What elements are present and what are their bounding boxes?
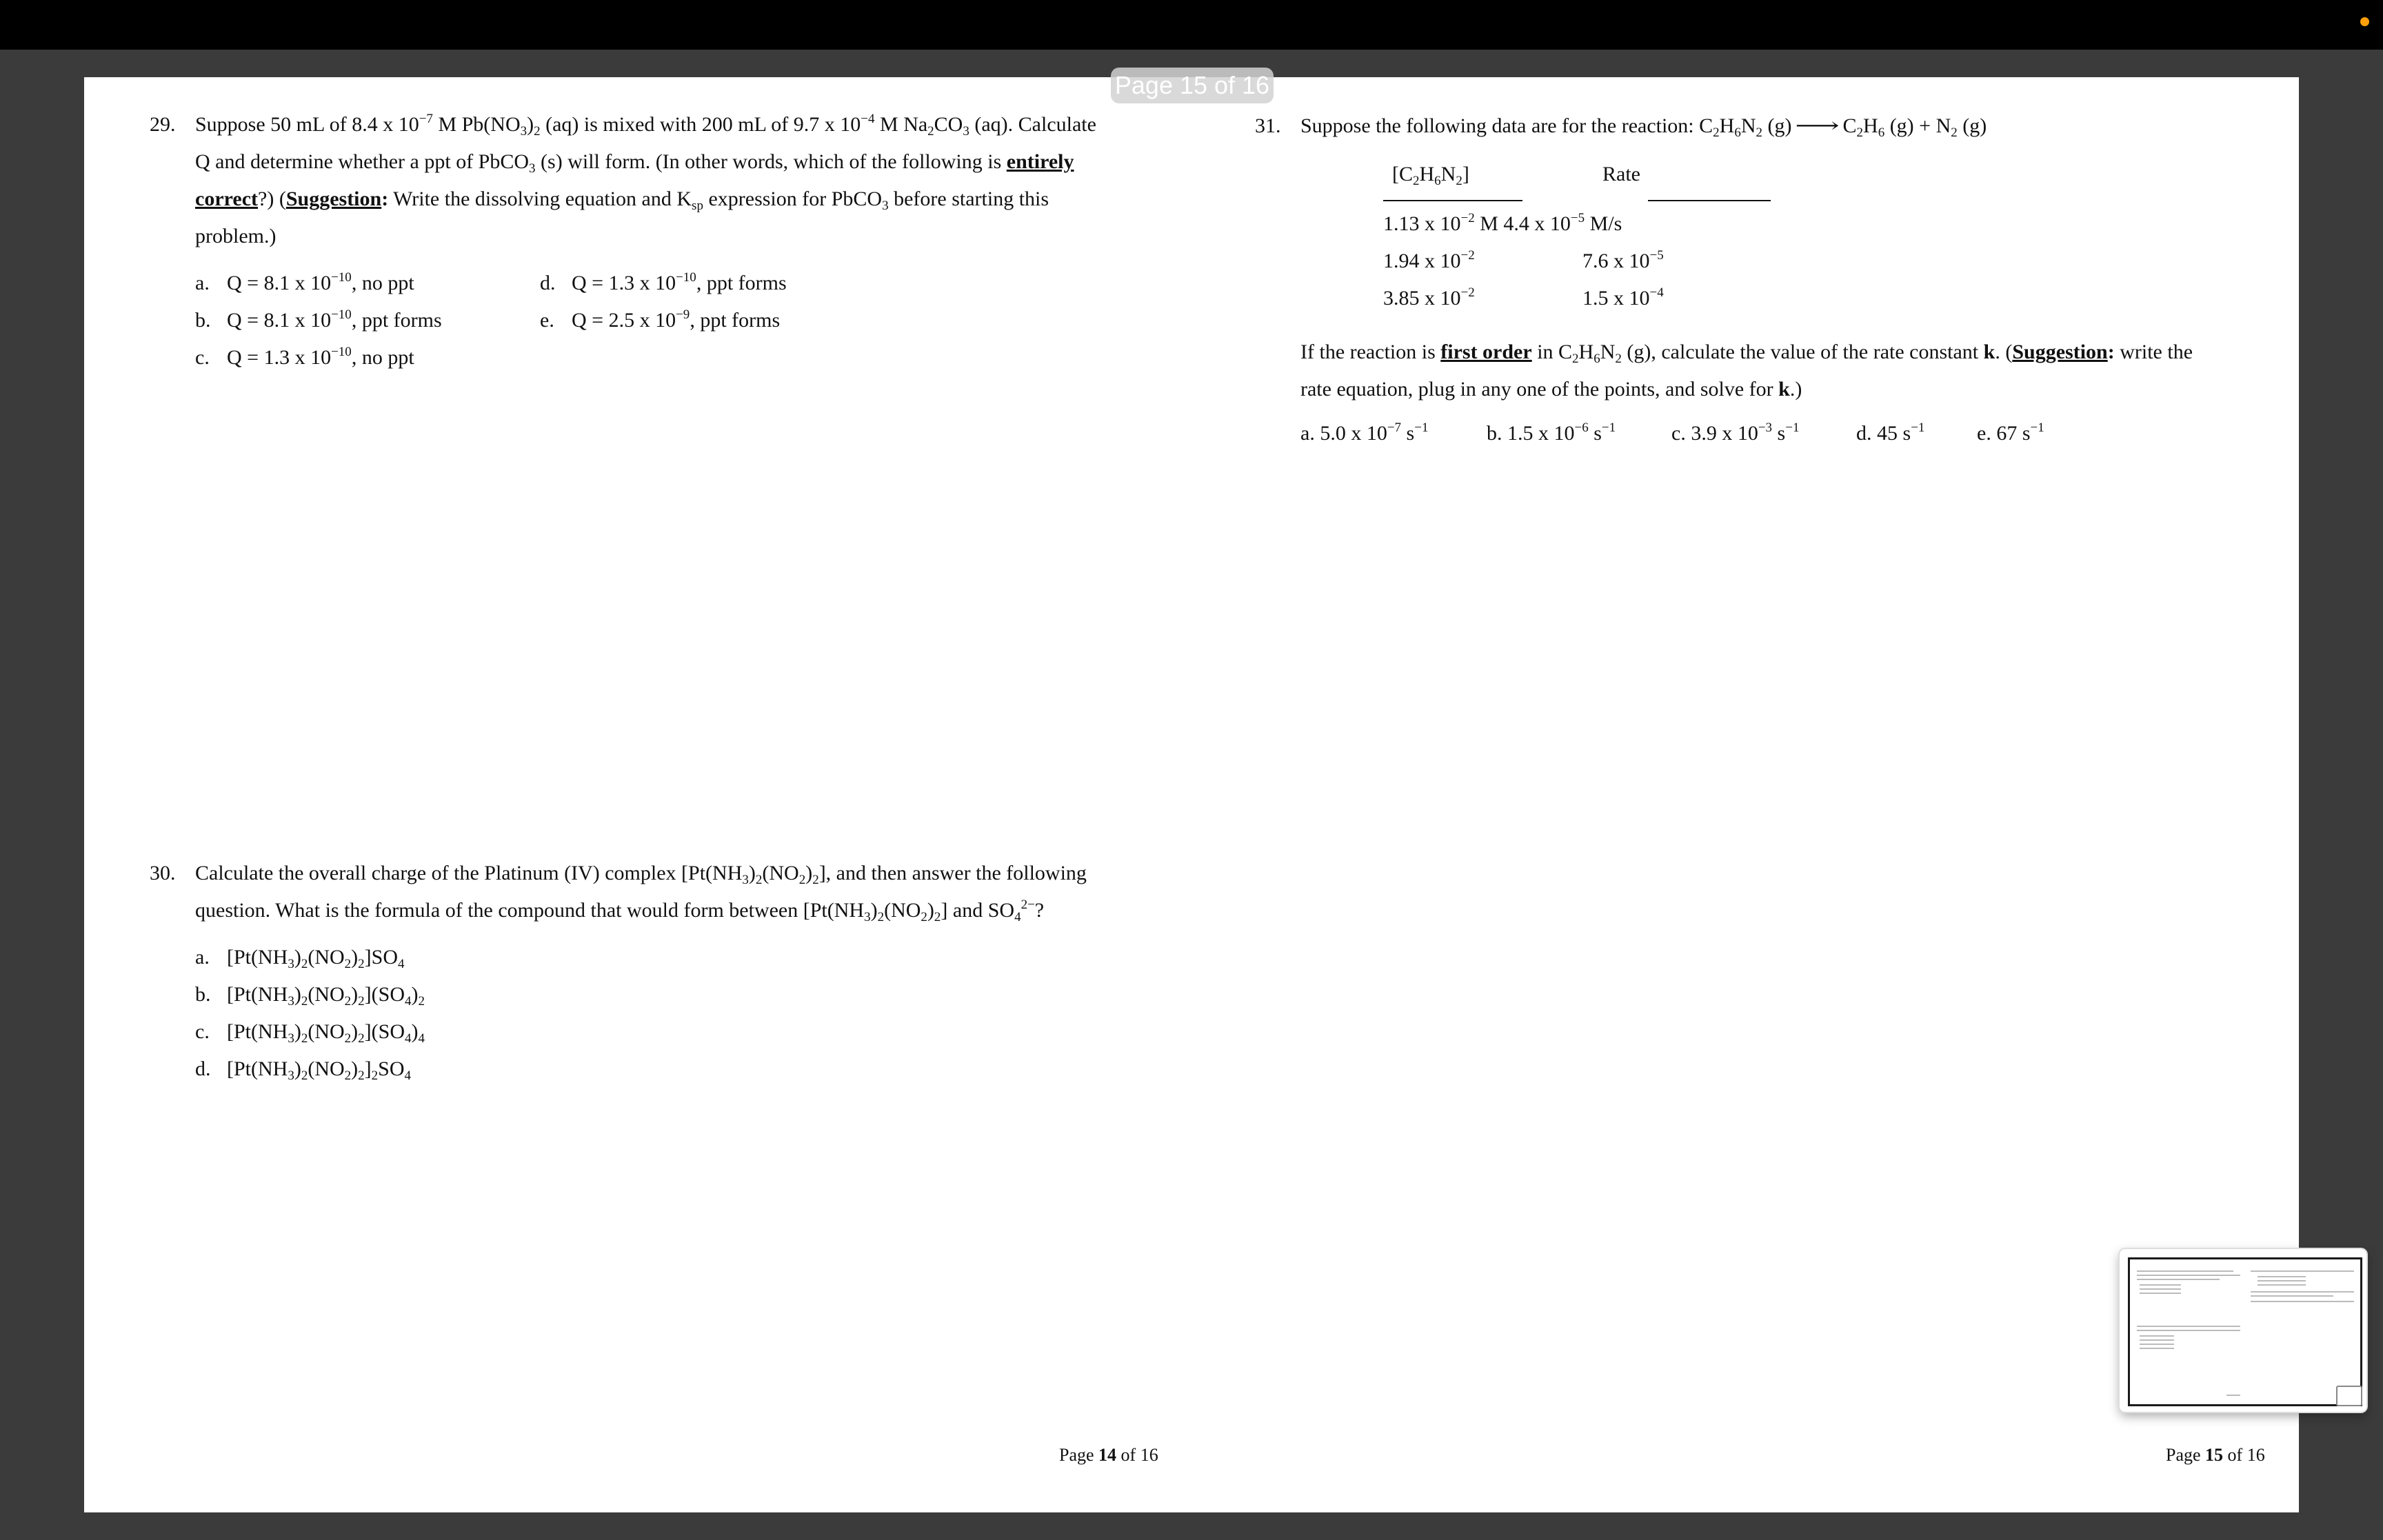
table-header-rate: Rate [1602,163,1640,185]
thumbnail-page [2128,1257,2362,1406]
question-text [195,855,1087,929]
question-31-prompt [1300,334,2193,408]
question-text [1300,108,1987,145]
q31-option-a[interactable]: a. 5.0 x $10^{-7}$ $s^{-1}$ [1300,421,1429,445]
q29-option-c[interactable]: c. Q = 1.3 x $10^{-10}$, no ppt [195,345,414,369]
question-line: If the reaction is first order in $C_2H_6N_2$ (g), calculate the value of the rate constant k. (Suggestion: write the [1300,341,2193,366]
q31-option-e[interactable]: e. 67 $s^{-1}$ [1977,421,2044,445]
question-line: Q and determine whether a ppt of PbCO$_3$ (s) will form. (In other words, which of the following is entirely [195,150,1074,176]
q31-option-d[interactable]: d. 45 $s^{-1}$ [1856,421,1925,445]
question-number: 31. [1255,114,1281,137]
document-spread [84,77,2299,1512]
table-header-rule [1383,200,1522,201]
question-line: rate equation, plug in any one of the points, and solve for k.) [1300,378,1802,401]
page-thumbnail-preview[interactable] [2120,1249,2366,1412]
table-cell-rate: 1.5 x $10^{-4}$ [1582,285,1664,310]
q29-option-a[interactable]: a. Q = 8.1 x $10^{-10}$, no ppt [195,270,414,294]
table-row: 1.13 x $10^{-2}$ M 4.4 x $10^{-5}$ M/s [1383,211,1622,235]
table-cell-rate: 7.6 x $10^{-5}$ [1582,248,1664,272]
question-line: correct?) (Suggestion: Write the dissolving equation and $K_{sp}$ expression for PbCO$_3$ before starting this [195,188,1049,213]
expand-thumbnail-icon[interactable] [2336,1386,2362,1406]
q29-option-d[interactable]: d. Q = 1.3 x $10^{-10}$, ppt forms [540,270,787,294]
q31-option-c[interactable]: c. 3.9 x $10^{-3}$ $s^{-1}$ [1671,421,1800,445]
question-line: Suppose 50 mL of 8.4 x $10^{-7}$ M $Pb(NO_3)_2$ (aq) is mixed with 200 mL of 9.7 x $10^{-4}$ M $Na_2CO_3$ (aq). Calculate [195,112,1096,139]
reaction-equation: Suppose the following data are for the reaction: $C_2H_6N_2$ (g) ⟶ $C_2H_6$ $(g) + N_2$ (g) [1300,108,1987,145]
q31-option-b[interactable]: b. 1.5 x $10^{-6}$ $s^{-1}$ [1487,421,1616,445]
q30-option-a[interactable]: a. $[Pt(NH_3)_2(NO_2)_2]SO_4$ [195,946,405,971]
table-header-rule [1648,200,1771,201]
page-number-right: Page 15 of 16 [2166,1445,2265,1465]
table-row: 3.85 x $10^{-2}$ [1383,285,1475,310]
question-line: question. What is the formula of the compound that would form between $[Pt(NH_3)_2(NO_2)_2]$ and $SO_4^{2-}$? [195,898,1045,924]
q30-option-d[interactable]: d. $[Pt(NH_3)_2(NO_2)_2]_2SO_4$ [195,1057,412,1083]
page-indicator: Page 15 of 16 [1111,68,1274,103]
table-header-concentration: $[C_2H_6N_2]$ [1392,163,1469,188]
question-line: problem.) [195,225,276,247]
q29-option-e[interactable]: e. Q = 2.5 x $10^{-9}$, ppt forms [540,307,781,332]
q30-option-c[interactable]: c. $[Pt(NH_3)_2(NO_2)_2](SO_4)_4$ [195,1020,425,1046]
table-row: 1.94 x $10^{-2}$ [1383,248,1475,272]
question-number: 29. [150,113,176,136]
recording-indicator-dot [2360,17,2369,26]
reaction-arrow: ⟶ [1795,114,1840,137]
q29-option-b[interactable]: b. Q = 8.1 x $10^{-10}$, ppt forms [195,307,442,332]
window-title-bar [0,0,2383,50]
question-number: 30. [150,862,176,884]
question-text [195,106,1096,255]
page-number-left: Page 14 of 16 [1059,1445,1158,1465]
q30-option-b[interactable]: b. $[Pt(NH_3)_2(NO_2)_2](SO_4)_2$ [195,983,425,1009]
question-line: Calculate the overall charge of the Platinum (IV) complex $[Pt(NH_3)_2(NO_2)_2]$, and then answer the following [195,862,1087,887]
